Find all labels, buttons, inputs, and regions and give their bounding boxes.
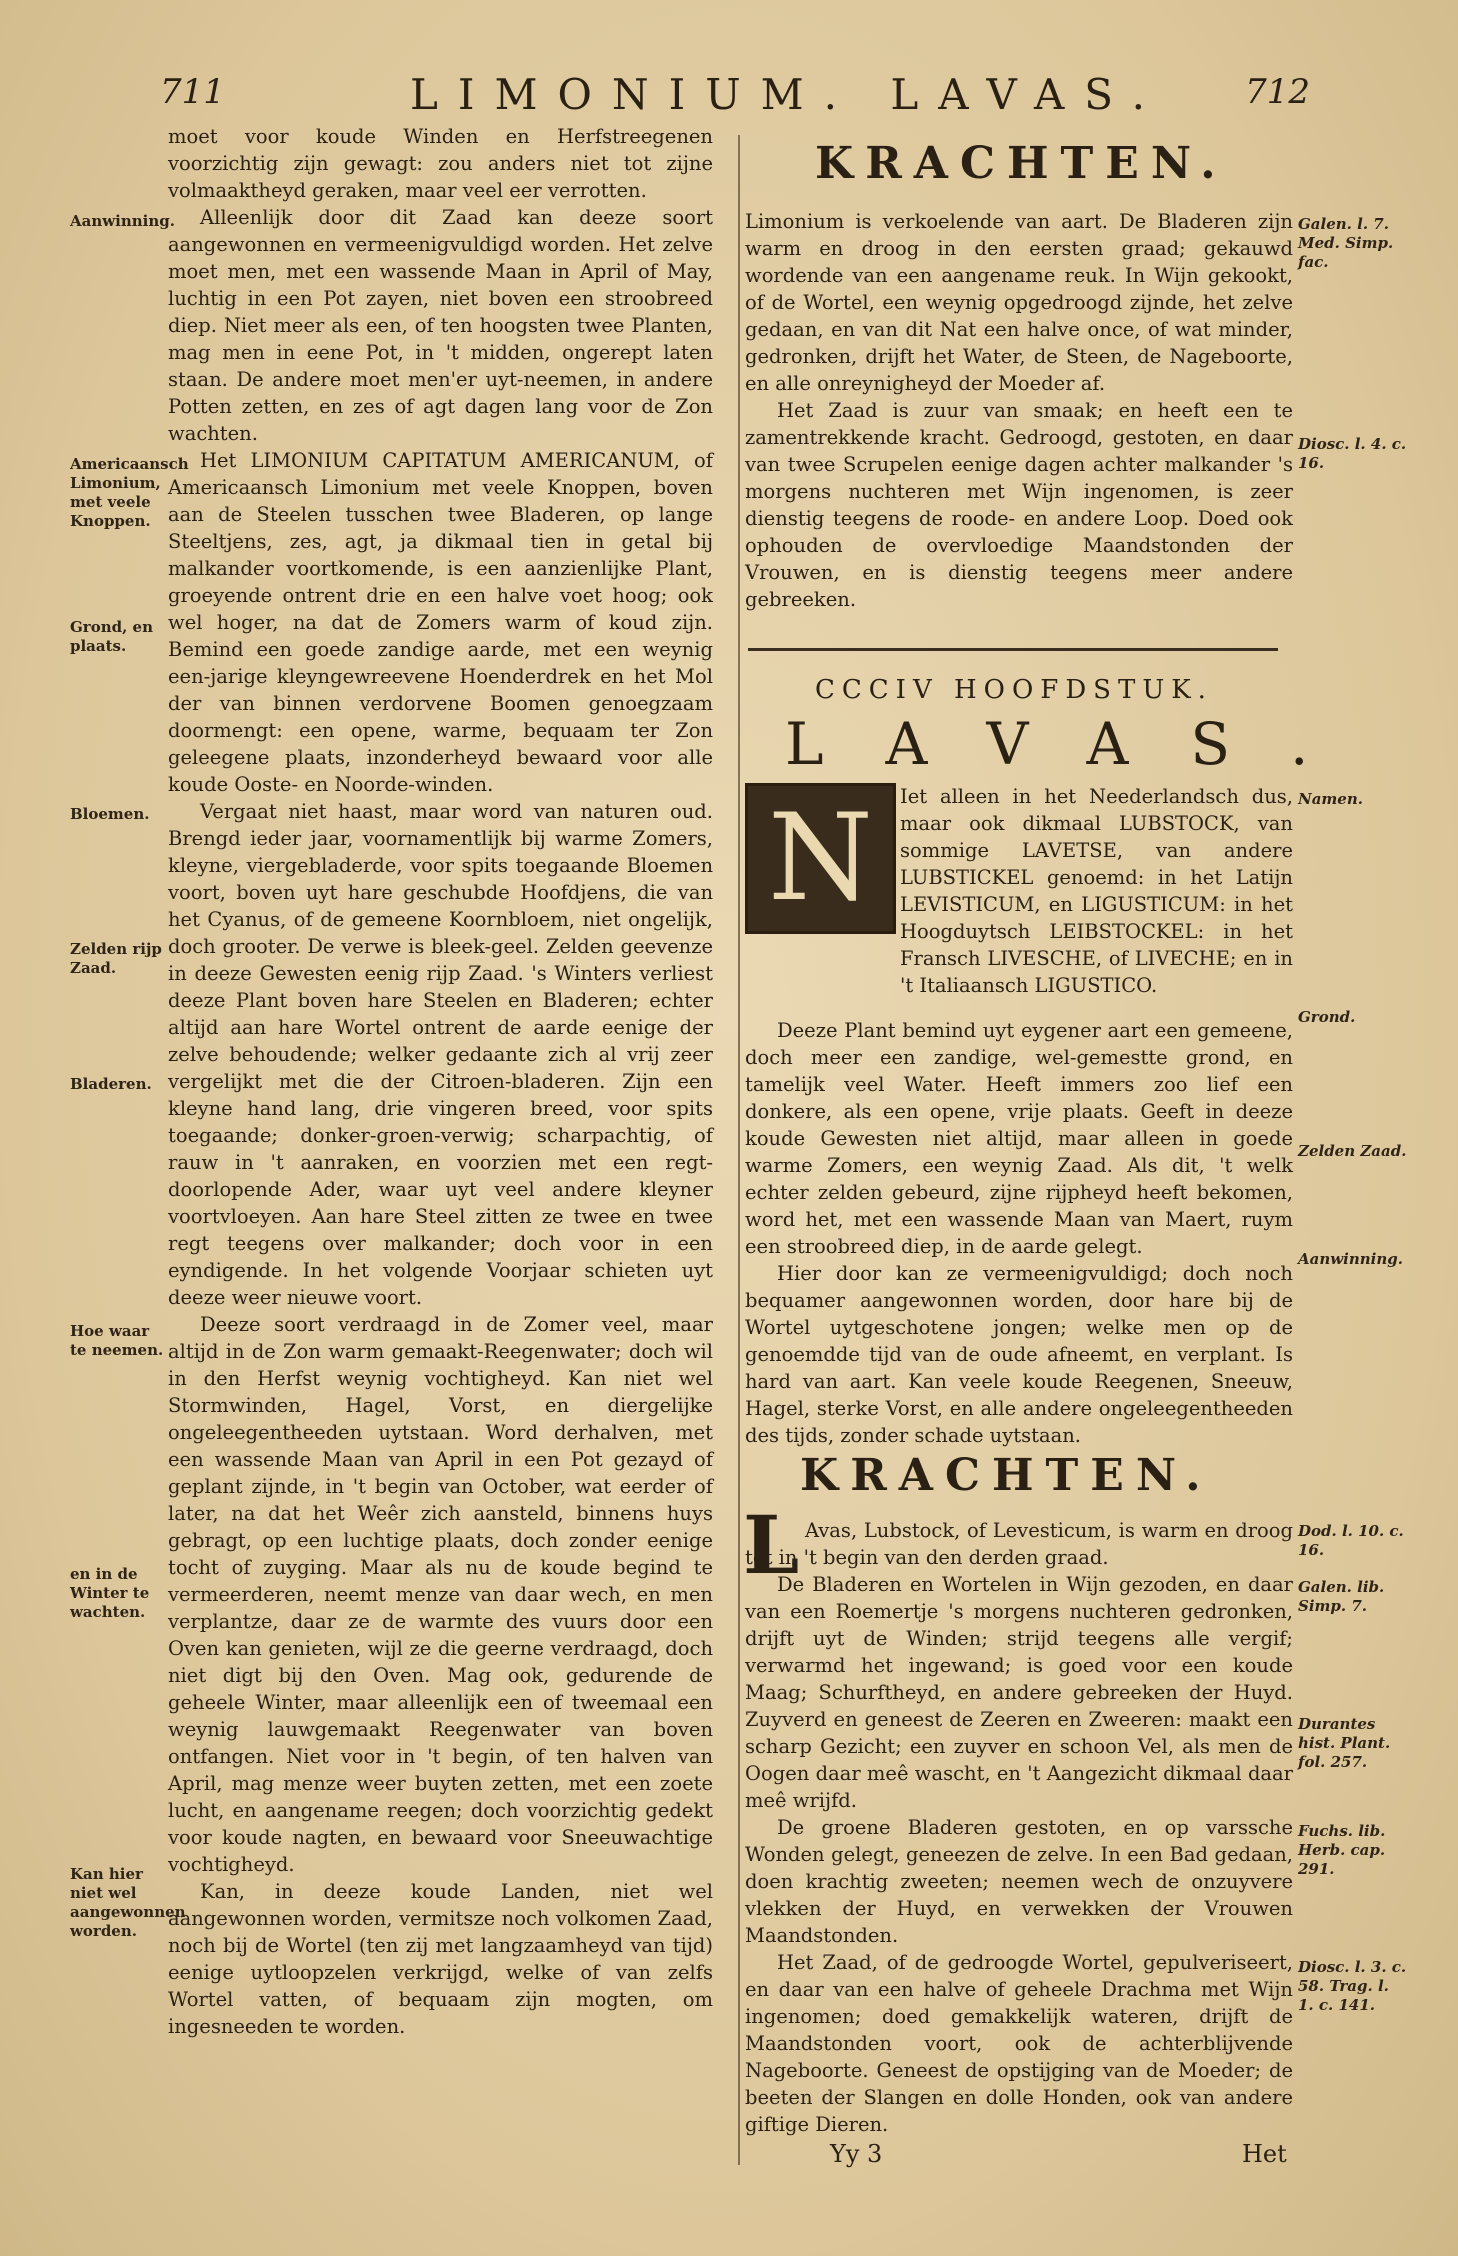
chapter-number: CCCIV HOOFDSTUK.	[815, 675, 1213, 705]
decorated-initial: N	[745, 783, 896, 934]
paragraph: Vergaat niet haast, maar word van naturen oud. Brengd ieder jaar, voornamentlijk bij warme Zomers, kleyne, viergebladerde, voor spits toegaande Bloemen voort, boven uyt hare geschubde Hoofdjens, die van het Cyanus, of de gemeene Koornbloem, niet ongelijk, doch grooter. De verwe is bleek-geel. Zelden geevenze in deeze Gewesten eenig rijp Zaad. 's Winters verliest deeze Plant boven hare Steelen en Bladeren; echter altijd aan hare Wortel ontrent de aarde eenige der zelve behoudende; welker gedaante zich al vrij zeer vergelijkt met die der Citroen-bladeren. Zijn een kleyne hand lang, drie vingeren breed, voor spits toegaande; donker-groen-verwig; scharpachtig, of rauw in 't aanraken, en voorzien met een regt-doorlopende Ader, waar uyt veel andere kleyner voortvloeyen. Aan hare Steel zitten ze twee en twee regt teegens over malkander; doch voor in een eyndigende. In het volgende Voorjaar schieten uyt deeze weer nieuwe voort.	[168, 800, 713, 1309]
paragraph: Deeze soort verdraagd in de Zomer veel, maar altijd in de Zon warm gemaakt-Reegenwater; doch wil in den Herfst weynig vochtigheyd. Kan niet wel Stormwinden, Hagel, Vorst, en diergelijke ongeleegentheeden uytstaan. Word derhalven, met een wassende Maan van April in een Pot gezayd of geplant zijnde, in 't begin van October, wat eerder of later, na dat het Weêr zich aansteld, binnens huys gebragt, op een luchtige plaats, doch zonder eenige tocht of zuyging. Maar als nu de koude begind te vermeerderen, neemt menze van daar wech, en men verplantze, daar ze de warmte des vuurs door een Oven kan genieten, wijl ze die geerne verdraagd, doch niet digt bij den Oven. Mag ook, gedurende de geheele Winter, maar alleenlijk een of tweemaal een weynig lauwgemaakt Reegenwater van boven ontfangen. Niet voor in 't begin, of ten halven van April, mag menze weer buyten zetten, met een zoete lucht, en aangename reegen; doch voorzichtig gedekt voor koude nagten, en bewaard voor Sneeuwachtige vochtigheyd.	[168, 1313, 713, 1876]
paragraph: moet voor koude Winden en Herfstreegenen voorzichtig zijn gewagt: zou anders niet tot zijne volmaaktheyd geraken, maar veel eer verrotten.	[168, 125, 713, 202]
margin-note: Aanwinning.	[1298, 1250, 1403, 1268]
page-number-left: 711	[160, 72, 225, 112]
margin-note: Grond.	[1298, 1008, 1356, 1026]
margin-note: Galen. lib. Simp. 7.	[1298, 1578, 1385, 1615]
margin-note: Aanwinning.	[70, 212, 175, 230]
margin-note: Bladeren.	[70, 1075, 152, 1093]
paragraph: Avas, Lubstock, of Levesticum, is warm en droog tot in 't begin van den derden graad.	[745, 1519, 1293, 1569]
paragraph: De Bladeren en Wortelen in Wijn gezoden, en daar van een Roemertje 's morgens nuchteren gedronken, drijft uyt de Winden; strijd teegens alle vergif; verwarmd het ingewand; is goed voor een koude Maag; Schurftheyd, en andere gebreeken der Huyd. Zuyverd en geneest de Zeeren en Zweeren: maakt een scharp Gezicht; een zuyver en schoon Vel, als men de Oogen daar meê wascht, en 't Aangezicht dikmaal daar meê wrijfd.	[745, 1573, 1293, 1812]
left-column	[168, 123, 713, 2040]
margin-note: Diosc. l. 4. c. 16.	[1298, 435, 1407, 472]
margin-note: en in de Winter te wachten.	[70, 1565, 150, 1621]
krachten-section-2	[745, 1517, 1293, 2138]
margin-note: Dod. l. 10. c. 16.	[1298, 1522, 1404, 1559]
paragraph: Alleenlijk door dit Zaad kan deeze soort aangewonnen en vermeenigvuldigd worden. Het zelve moet men, met een wassende Maan in April of May, luchtig in een Pot zayen, niet boven een stroobreed diep. Niet meer als een, of ten hoogsten twee Planten, mag men in eene Pot, in 't midden, ongerept laten staan. De andere moet men'er uyt-neemen, in andere Potten zetten, en zes of agt dagen lang voor de Zon wachten.	[168, 206, 713, 445]
margin-note: Namen.	[1298, 790, 1363, 808]
margin-note: Fuchs. lib. Herb. cap. 291.	[1298, 1822, 1386, 1878]
margin-note: Grond, en plaats.	[70, 618, 154, 655]
margin-note: Hoe waar te neemen.	[70, 1322, 164, 1359]
paragraph: Het Zaad is zuur van smaak; en heeft een te zamentrekkende kracht. Gedroogd, gestoten, en daar van twee Scrupelen eenige dagen achter malkander 's morgens nuchteren met Wijn ingenomen, is zeer dienstig teegens de roode- en andere Loop. Doed ook ophouden de overvloedige Maandstonden der Vrouwen, en is dienstig teegens meer andere gebreeken.	[745, 399, 1293, 611]
section-rule	[748, 648, 1278, 651]
krachten-section-1	[745, 208, 1293, 613]
section-heading: KRACHTEN.	[800, 1450, 1213, 1501]
margin-note: Bloemen.	[70, 805, 150, 823]
catchword: Het	[1242, 2140, 1287, 2168]
running-header	[160, 62, 1310, 122]
paragraph: Hier door kan ze vermeenigvuldigd; doch noch bequamer aangewonnen worden, door hare bij de Wortel uytgeschotene jongen; welke men op de genoemdde tijd van de oude afneemt, en verplant. Is hard van aart. Kan veele koude Reegenen, Sneeuw, Hagel, sterke Vorst, en alle andere ongeleegentheeden des tijds, zonder schade uytstaan.	[745, 1262, 1293, 1447]
margin-note: Galen. l. 7. Med. Simp. fac.	[1298, 215, 1394, 271]
paragraph: Limonium is verkoelende van aart. De Bladeren zijn warm en droog in den eersten graad; gekauwd wordende van een aangename reuk. In Wijn gekookt, of de Wortel, een weynig opgedroogd zijnde, het zelve gedaan, en van dit Nat een halve once, of wat minder, gedronken, drijft het Water, de Steen, de Nageboorte, en alle onreynigheyd der Moeder af.	[745, 210, 1293, 395]
paragraph: Kan, in deeze koude Landen, niet wel aangewonnen worden, vermitsze noch volkomen Zaad, noch bij de Wortel (ten zij met langzaamheyd van tijd) eenige uytloopzelen verkrijgd, welke of van zelfs Wortel vatten, of bequaam zijn mogten, om ingesneeden te worden.	[168, 1880, 713, 2038]
paragraph: Iet alleen in het Neederlandsch dus, maar ook dikmaal LUBSTOCK, van sommige LAVETSE, van andere LUBSTICKEL genoemd: in het Latijn LEVISTICUM, en LIGUSTICUM: in het Hoogduytsch LEIBSTOCKEL: in het Fransch LIVESCHE, of LIVECHE; en in 't Italiaansch LIGUSTICO.	[900, 785, 1293, 997]
page-number-right: 712	[1245, 72, 1310, 112]
margin-note: Diosc. l. 3. c. 58. Trag. l. 1. c. 141.	[1298, 1958, 1407, 2014]
signature-mark: Yy 3	[830, 2140, 883, 2168]
column-divider	[738, 135, 740, 2165]
paragraph: De groene Bladeren gestoten, en op varssche Wonden gelegt, geneezen de zelve. In een Bad gedaan, doen krachtig zweeten; neemen wech de onzuyvere vlekken der Huyd, en verwekken der Vrouwen Maandstonden.	[745, 1816, 1293, 1947]
margin-note: Zelden Zaad.	[1298, 1142, 1407, 1160]
margin-note: Durantes hist. Plant. fol. 257.	[1298, 1715, 1391, 1771]
margin-note: Americaansch Limonium, met veele Knoppen.	[70, 455, 189, 530]
section-heading: KRACHTEN.	[815, 138, 1228, 189]
intro-paragraph	[900, 783, 1293, 999]
paragraph: Het LIMONIUM CAPITATUM AMERICANUM, of Americaansch Limonium met veele Knoppen, boven aan de Steelen tusschen twee Bladeren, op lange Steeltjens, zes, agt, ja dikmaal tien in getal bij malkander voortkomende, is een aanzienlijke Plant, groeyende ontrent drie en een halve voet hoog; ook wel hoger, na dat de Zomers warm of koud zijn. Bemind een goede zandige aarde, met een weynig een-jarige kleyngewreevene Hoenderdrek en het Mol der van binnen verdorvene Boomen genoegzaam doormengt: een opene, warme, bequaam ter Zon geleegene plaats, inzonderheyd bewaard voor alle koude Ooste- en Noorde-winden.	[168, 449, 713, 796]
running-title: LIMONIUM. LAVAS.	[410, 70, 1165, 119]
paragraph: Deeze Plant bemind uyt eygener aart een gemeene, doch meer een zandige, wel-gemestte grond, en tamelijk veel Water. Heeft immers zoo lief een donkere, als een opene, vrije plaats. Geeft in deeze koude Gewesten niet altijd, maar alleen in goede warme Zomers, een weynig Zaad. Als dit, 't welk echter zelden gebeurd, zijne rijpheyd heeft bekomen, word het, met een wassende Maan van Maert, ruym een stroobreed diep, in de aarde gelegt.	[745, 1019, 1293, 1258]
body-section	[745, 1017, 1293, 1449]
paragraph: Het Zaad, of de gedroogde Wortel, gepulveriseert, en daar van een halve of geheele Drachma met Wijn ingenomen; doed gemakkelijk wateren, drijft de Maandstonden voort, ook de achterblijvende Nageboorte. Geneest de opstijging van de Moeder; de beeten der Slangen en dolle Honden, ook van andere giftige Dieren.	[745, 1951, 1293, 2136]
margin-note: Kan hier niet wel aangewonnen worden.	[70, 1865, 186, 1940]
drop-cap-l: L	[743, 1498, 800, 1592]
margin-note: Zelden rijp Zaad.	[70, 940, 162, 977]
chapter-title: LAVAS.	[785, 710, 1371, 778]
